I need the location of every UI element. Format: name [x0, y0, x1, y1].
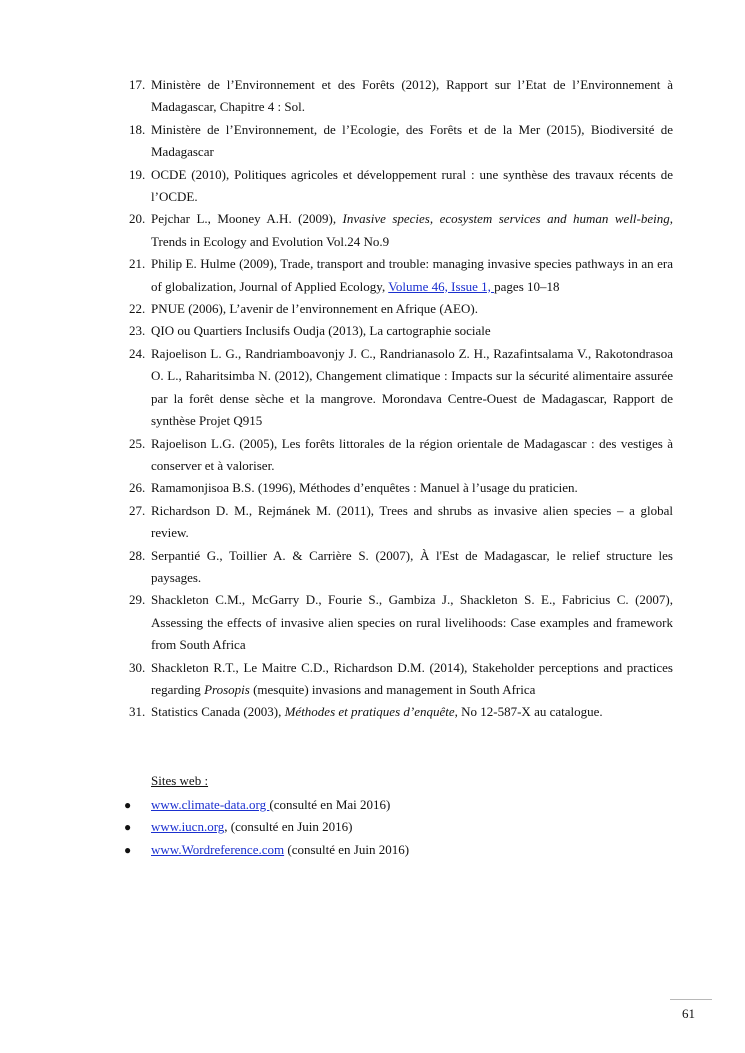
reference-text: Ministère de l’Environnement et des Forêts (2012), Rapport sur l’Etat de l’Environnement à Madagascar, Chapitre 4 : Sol.	[151, 77, 673, 115]
iucn-link[interactable]: www.iucn.org	[151, 819, 225, 835]
reference-text-part: Shackleton R.T., Le Maitre C.D., Richardson D.M. (2014), Stakeholder perceptions and practices regarding	[151, 659, 673, 697]
reference-number: 27.	[129, 502, 146, 518]
reference-text-part: (mesquite) invasions and management in South Africa	[249, 681, 536, 697]
reference-item	[129, 298, 673, 320]
website-item	[122, 794, 622, 816]
reference-text: Ministère de l’Environnement, de l’Ecologie, des Forêts et de la Mer (2015), Biodiversité de Madagascar	[151, 121, 673, 160]
reference-text	[151, 704, 603, 719]
reference-item	[129, 119, 673, 164]
reference-text-part: Pejchar L., Mooney A.H. (2009),	[151, 211, 343, 227]
reference-text: QIO ou Quartiers Inclusifs Oudja (2013), La cartographie sociale	[151, 323, 491, 339]
reference-text-part: Statistics Canada (2003),	[151, 704, 285, 720]
climate-data-link[interactable]: www.climate-data.org	[151, 797, 270, 812]
reference-number: 23.	[129, 323, 146, 339]
bullet-icon: ●	[124, 798, 132, 812]
reference-item	[129, 589, 673, 656]
reference-item	[129, 253, 673, 298]
reference-text	[151, 256, 673, 293]
reference-item	[129, 701, 673, 723]
website-item	[122, 839, 622, 861]
bullet-icon: ●	[124, 842, 132, 857]
reference-item	[129, 208, 673, 253]
reference-text: Ramamonjisoa B.S. (1996), Méthodes d’enquêtes : Manuel à l’usage du praticien.	[151, 480, 578, 496]
footer-rule	[670, 999, 712, 1000]
reference-number: 30.	[129, 659, 146, 675]
reference-number: 21.	[129, 256, 146, 272]
reference-item	[129, 657, 673, 702]
reference-italic-title: Invasive species, ecosystem services and human well-being	[342, 211, 670, 227]
reference-item	[129, 500, 673, 545]
bullet-icon: ●	[124, 820, 132, 835]
volume-link[interactable]: Volume 46, Issue 1,	[388, 278, 495, 294]
reference-number: 26.	[129, 480, 146, 496]
reference-number: 25.	[129, 435, 146, 451]
reference-number: 29.	[129, 592, 146, 608]
reference-text: Richardson D. M., Rejmánek M. (2011), Trees and shrubs as invasive alien species – a global review.	[151, 502, 673, 541]
reference-item	[129, 74, 673, 119]
reference-number: 28.	[129, 547, 146, 563]
reference-item	[129, 545, 673, 590]
website-item	[122, 816, 622, 838]
reference-item	[129, 343, 673, 433]
reference-item	[129, 477, 673, 499]
reference-text: Serpantié G., Toillier A. & Carrière S. (2007), À l'Est de Madagascar, le relief structure les paysages.	[151, 547, 673, 585]
reference-text	[151, 211, 673, 248]
website-note: (consulté en Juin 2016)	[284, 841, 410, 857]
reference-number: 18.	[129, 121, 146, 137]
reference-item	[129, 164, 673, 209]
page-number: 61	[682, 1006, 695, 1021]
reference-number: 24.	[129, 345, 146, 361]
wordreference-link[interactable]: www.Wordreference.com	[151, 841, 285, 857]
reference-number: 17.	[129, 77, 146, 92]
reference-text: PNUE (2006), L’avenir de l’environnement en Afrique (AEO).	[151, 301, 478, 317]
reference-text	[151, 660, 673, 697]
reference-number: 19.	[129, 166, 146, 182]
reference-text: Rajoelison L.G. (2005), Les forêts littorales de la région orientale de Madagascar : des vestiges à conserver et à valoriser.	[151, 435, 673, 473]
reference-item	[129, 320, 673, 342]
reference-text: Shackleton C.M., McGarry D., Fourie S., Gambiza J., Shackleton S. E., Fabricius C. (2007), Assessing the effects of invasive alien species on rural livelihoods: Case examples and framework from South Africa	[151, 592, 673, 653]
website-note: , (consulté en Juin 2016)	[224, 819, 353, 835]
reference-text: OCDE (2010), Politiques agricoles et développement rural : une synthèse des travaux récents de l’OCDE.	[151, 166, 673, 205]
reference-italic-title: Méthodes et pratiques d’enquête	[284, 704, 455, 720]
reference-number: 20.	[129, 211, 146, 227]
reference-text-part: , No 12-587-X au catalogue.	[454, 704, 603, 720]
reference-number: 31.	[129, 704, 146, 720]
websites-heading: Sites web :	[151, 773, 209, 788]
reference-text-part: , Trends in Ecology and Evolution Vol.24 No.9	[151, 211, 674, 249]
reference-text-part: pages 10–18	[494, 278, 560, 294]
reference-item	[129, 433, 673, 478]
website-note: (consulté en Mai 2016)	[269, 797, 391, 812]
reference-text-part: Philip E. Hulme (2009), Trade, transport and trouble: managing invasive species pathways in an era of globalization, Journal of Applied Ecology,	[151, 256, 673, 294]
reference-italic-term: Prosopis	[204, 681, 250, 697]
websites-list	[122, 794, 622, 861]
reference-list	[129, 74, 673, 724]
reference-number: 22.	[129, 301, 146, 317]
reference-text: Rajoelison L. G., Randriamboavonjy J. C., Randrianasolo Z. H., Razafintsalama V., Rakotondrasoa O. L., Raharitsimba N. (2012), Changement climatique : Impacts sur la sécurité alimentaire assurée par la forêt dense sèche et la mangrove. Morondava Centre-Ouest de Madagascar, Rapport de synthèse Projet Q915	[151, 345, 673, 429]
